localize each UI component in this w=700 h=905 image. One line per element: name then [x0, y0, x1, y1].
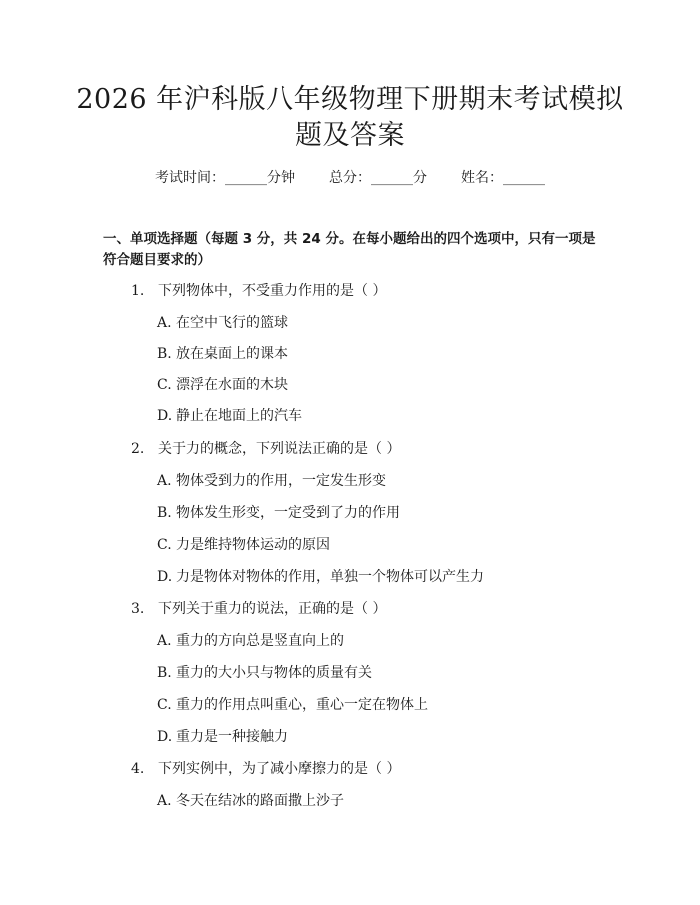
- option-letter: D.: [157, 408, 173, 424]
- option-letter: D.: [157, 729, 173, 745]
- option-letter: B.: [157, 505, 172, 521]
- question-text: 关于力的概念，下列说法正确的是（ ）: [158, 441, 401, 457]
- question-1-option-d: [157, 406, 302, 426]
- exam-info: [0, 168, 700, 188]
- question-number: 1.: [131, 283, 145, 299]
- option-text: 重力的方向总是竖直向上的: [176, 633, 344, 649]
- question-2-option-c: [157, 535, 330, 555]
- question-2-option-b: [157, 503, 400, 523]
- option-text: 重力的作用点叫重心，重心一定在物体上: [176, 697, 428, 713]
- option-text: 力是物体对物体的作用，单独一个物体可以产生力: [176, 569, 484, 585]
- question-1-option-c: [157, 375, 288, 395]
- question-3-option-c: [157, 695, 428, 715]
- document-title-line-2: 题及答案: [295, 120, 405, 151]
- question-3: [131, 599, 386, 619]
- option-letter: C.: [157, 377, 172, 393]
- question-2-option-d: [157, 567, 484, 587]
- total-score-label: 总分：______分: [329, 170, 427, 186]
- option-text: 重力是一种接触力: [176, 729, 288, 745]
- option-letter: A.: [157, 473, 172, 489]
- option-letter: A.: [157, 633, 172, 649]
- question-text: 下列物体中，不受重力作用的是（ ）: [158, 283, 387, 299]
- question-3-option-d: [157, 727, 288, 747]
- option-text: 静止在地面上的汽车: [176, 408, 302, 424]
- question-1-option-a: [157, 313, 288, 333]
- option-text: 物体受到力的作用，一定发生形变: [176, 473, 386, 489]
- question-1-option-b: [157, 344, 288, 364]
- option-letter: B.: [157, 346, 172, 362]
- question-3-option-b: [157, 663, 372, 683]
- question-text: 下列实例中，为了减小摩擦力的是（ ）: [158, 761, 401, 777]
- section-heading-line-1: 一、单项选择题（每题 3 分，共 24 分。在每小题给出的四个选项中，只有一项是: [103, 231, 596, 247]
- option-letter: A.: [157, 793, 172, 809]
- option-letter: B.: [157, 665, 172, 681]
- option-letter: C.: [157, 697, 172, 713]
- student-name-label: 姓名：______: [461, 170, 545, 186]
- question-1: [131, 281, 386, 301]
- section-heading-single-choice: [103, 229, 603, 271]
- question-4: [131, 759, 400, 779]
- option-text: 冬天在结冰的路面撒上沙子: [176, 793, 344, 809]
- option-text: 物体发生形变，一定受到了力的作用: [176, 505, 400, 521]
- question-2-option-a: [157, 471, 386, 491]
- option-letter: D.: [157, 569, 173, 585]
- exam-time-label: 考试时间：______分钟: [155, 170, 295, 186]
- option-text: 在空中飞行的篮球: [176, 315, 288, 331]
- option-text: 重力的大小只与物体的质量有关: [176, 665, 372, 681]
- question-3-option-a: [157, 631, 344, 651]
- question-number: 3.: [131, 601, 145, 617]
- option-letter: A.: [157, 315, 172, 331]
- question-2: [131, 439, 400, 459]
- document-title-line-1: 2026 年沪科版八年级物理下册期末考试模拟: [76, 84, 624, 115]
- question-number: 4.: [131, 761, 145, 777]
- option-text: 放在桌面上的课本: [176, 346, 288, 362]
- question-number: 2.: [131, 441, 145, 457]
- option-text: 力是维持物体运动的原因: [176, 537, 330, 553]
- question-4-option-a: [157, 791, 344, 811]
- section-heading-line-2: 符合题目要求的）: [103, 252, 211, 268]
- option-letter: C.: [157, 537, 172, 553]
- option-text: 漂浮在水面的木块: [176, 377, 288, 393]
- question-text: 下列关于重力的说法，正确的是（ ）: [158, 601, 387, 617]
